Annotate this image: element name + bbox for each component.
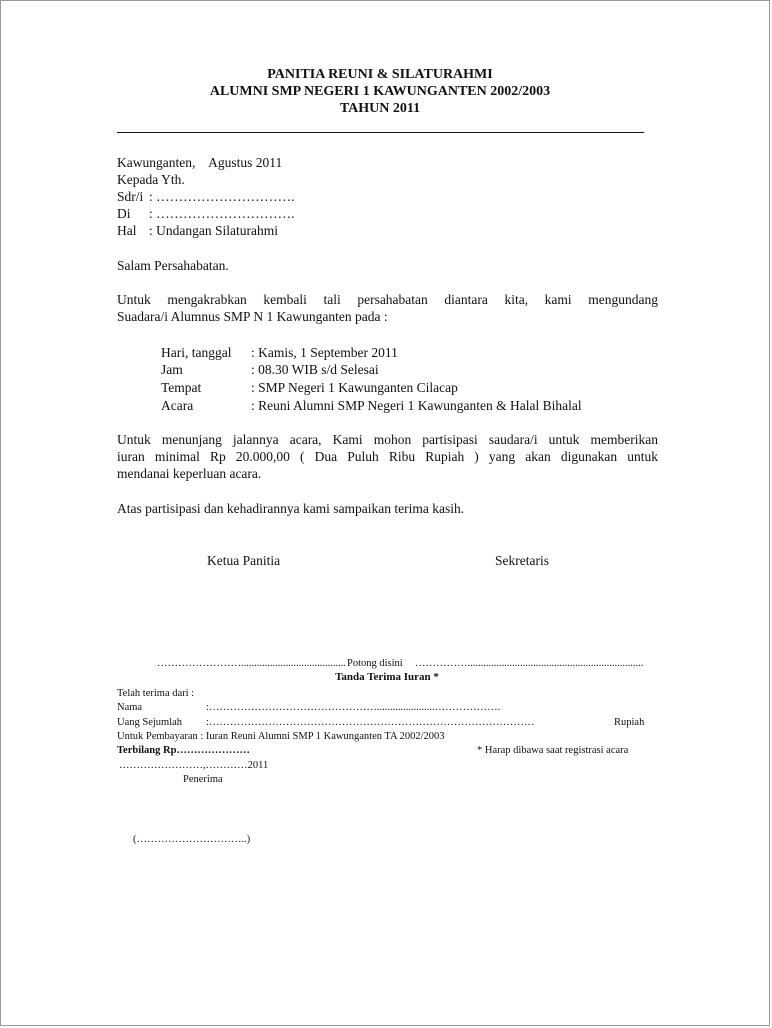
detail-label-date: Hari, tanggal [161,345,232,360]
receipt-note: * Harap dibawa saat registrasi acara [477,745,629,756]
receipt-name-label: Nama [117,702,143,713]
sdr-label: Sdr/i [117,189,144,204]
cut-line-right: ……………................................................................... [415,658,644,669]
paragraph-1-line-1: Untuk mengakrabkan kembali tali persahabatan diantara kita, kami mengundang [117,292,658,307]
receipt-signature-line: (…………………………..) [133,834,251,845]
paragraph-2-line-2: iuran minimal Rp 20.000,00 ( Dua Puluh Ribu Rupiah ) yang akan digunakan untuk [117,449,658,464]
signature-secretary-label: Sekretaris [495,553,549,568]
receipt-receiver-label: Penerima [183,774,223,785]
header-title: PANITIA REUNI & SILATURAHMI [267,67,493,82]
subject-value: : Undangan Silaturahmi [149,223,278,238]
signature-chair-label: Ketua Panitia [207,553,281,568]
place-date: Kawunganten, Agustus 2011 [117,155,283,170]
closing-paragraph: Atas partisipasi dan kehadirannya kami sampaikan terima kasih. [117,501,465,516]
detail-value-place: : SMP Negeri 1 Kawunganten Cilacap [251,380,458,395]
receipt-name-value: :…………………………………………......................………………. [206,702,501,713]
detail-label-event: Acara [161,398,194,413]
di-label: Di [117,206,131,221]
cut-line-label: Potong disini [347,658,403,669]
detail-value-time: : 08.30 WIB s/d Selesai [251,362,379,377]
detail-label-place: Tempat [161,380,202,395]
greeting: Salam Persahabatan. [117,258,229,273]
header-year: TAHUN 2011 [339,101,421,116]
detail-label-time: Jam [161,362,183,377]
receipt-received-from: Telah terima dari : [117,688,195,699]
receipt-amount-unit: Rupiah [614,717,645,728]
receipt-title: Tanda Terima Iuran * [335,671,439,683]
di-value: : …………………………. [149,206,295,221]
sdr-value: : …………………………. [149,189,295,204]
receipt-amount-value: :………………………………………………………………………………… [206,717,535,728]
receipt-purpose: Untuk Pembayaran : Iuran Reuni Alumni SMP 1 Kawunganten TA 2002/2003 [117,731,445,742]
header-divider [117,132,644,133]
paragraph-2-line-3: mendanai keperluan acara. [117,466,262,481]
receipt-amount-label: Uang Sejumlah [117,717,183,728]
recipient-label: Kepada Yth. [117,172,185,187]
detail-value-date: : Kamis, 1 September 2011 [251,345,398,360]
header-subtitle: ALUMNI SMP NEGERI 1 KAWUNGANTEN 2002/2003 [209,84,551,99]
paragraph-1-line-2: Suadara/i Alumnus SMP N 1 Kawunganten pada : [117,309,388,324]
cut-line-left: ……………………........................................ [157,658,346,669]
subject-label: Hal [117,223,137,238]
receipt-date-line: ……………………,…………2011 [119,760,269,771]
detail-value-event: : Reuni Alumni SMP Negeri 1 Kawunganten & Halal Bihalal [251,398,582,413]
paragraph-2-line-1: Untuk menunjang jalannya acara, Kami mohon partisipasi saudara/i untuk memberikan [117,432,658,447]
receipt-amount-in-words: Terbilang Rp………………… [117,745,250,756]
